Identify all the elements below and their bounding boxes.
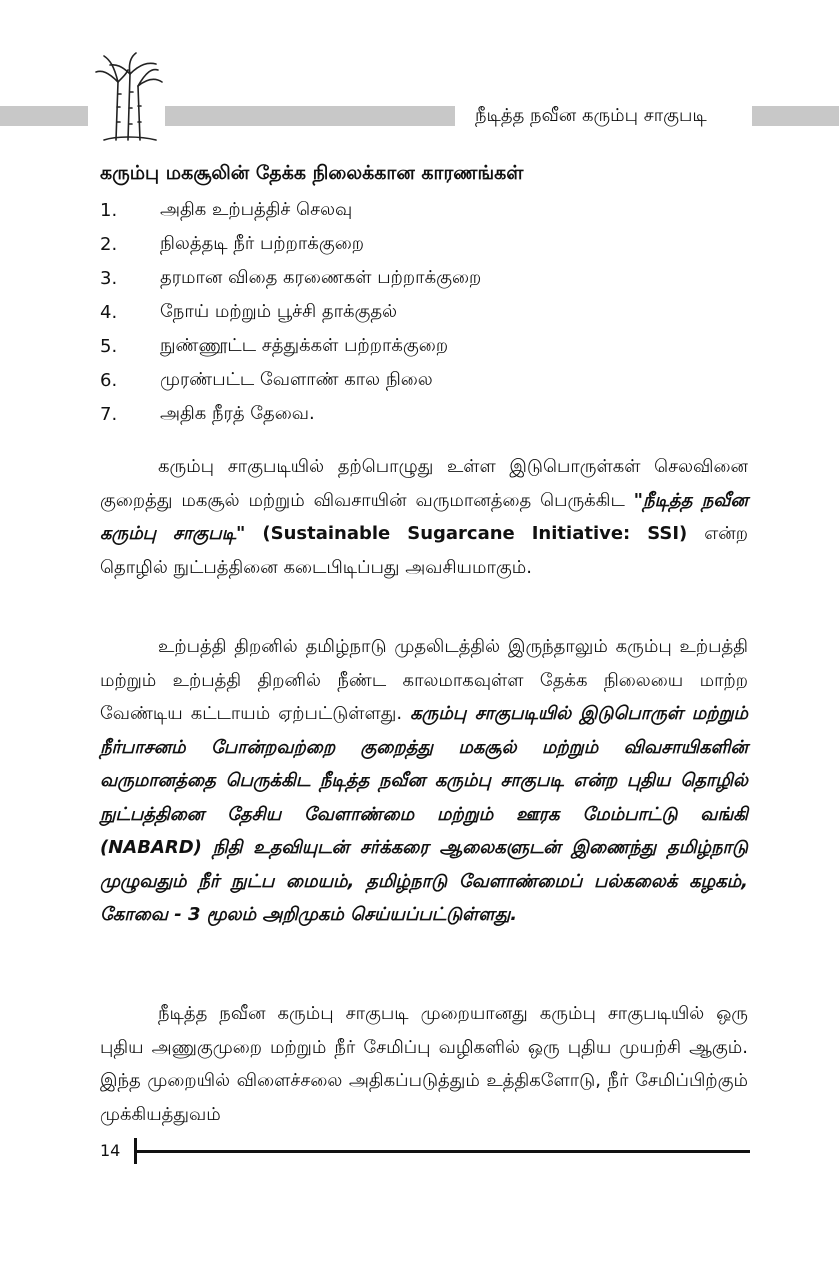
list-item [100, 363, 740, 397]
list-item-text: முரண்பட்ட வேளாண் கால நிலை [160, 368, 433, 390]
paragraph-text: கரும்பு சாகுபடியில் தற்பொழுது உள்ள இடுபொருள்கள் செலவினை குறைத்து மகசூல் மற்றும் விவசாயின் வருமானத்தை பெருக்கிட [100, 456, 748, 511]
paragraph-text: நீடித்த நவீன கரும்பு சாகுபடி முறையானது கரும்பு சாகுபடியில் ஒரு புதிய அணுகுமுறை மற்றும் நீர் சேமிப்பு வழிகளில் ஒரு புதிய முயற்சி ஆகும். இந்த முறையில் விளைச்சலை அதிகப்படுத்தும் உத்திகளோடு, நீர் சேமிப்பிற்கும் முக்கியத்துவம் [100, 1003, 748, 1125]
header-band-middle [165, 106, 455, 126]
list-item-number: 4. [100, 301, 118, 323]
paragraph-method [100, 997, 748, 1131]
list-item-text: நுண்ணூட்ட சத்துக்கள் பற்றாக்குறை [160, 334, 449, 356]
list-item-number: 7. [100, 403, 118, 425]
footer-rule-horizontal [137, 1150, 750, 1153]
list-item [100, 227, 740, 261]
reasons-list [100, 193, 740, 431]
list-item-text: நிலத்தடி நீர் பற்றாக்குறை [160, 232, 364, 254]
header-band-left [0, 106, 88, 126]
list-item [100, 193, 740, 227]
list-item-number: 1. [100, 199, 118, 221]
list-item-number: 6. [100, 369, 118, 391]
list-item-number: 2. [100, 233, 118, 255]
list-item-text: தரமான விதை கரணைகள் பற்றாக்குறை [160, 266, 482, 288]
bold-paragraph-text: கரும்பு சாகுபடியில் இடுபொருள் மற்றும் நீர்பாசனம் போன்றவற்றை குறைத்து மகசூல் மற்றும் விவசாயிகளின் வருமானத்தை பெருக்கிட நீடித்த நவீன கரும்பு சாகுபடி என்ற புதிய தொழில் நுட்பத்தினை தேசிய வேளாண்மை மற்றும் ஊரக மேம்பாட்டு வங்கி (NABARD) நிதி உதவியுடன் சர்க்கரை ஆலைகளுடன் இணைந்து தமிழ்நாடு முழுவதும் நீர் நுட்ப மையம், தமிழ்நாடு வேளாண்மைப் பல்கலைக் கழகம், கோவை - 3 மூலம் அறிமுகம் செய்யப்பட்டுள்ளது. [100, 703, 748, 925]
page-number: 14 [100, 1141, 121, 1160]
list-item [100, 261, 740, 295]
header-band-right [752, 106, 839, 126]
list-item [100, 295, 740, 329]
running-header-title: நீடித்த நவீன கரும்பு சாகுபடி [475, 105, 707, 126]
paragraph-ssi-intro [100, 450, 748, 584]
list-item-text: அதிக நீரத் தேவை. [160, 402, 315, 424]
highlighted-term: "நீடித்த நவீன கரும்பு சாகுபடி" [100, 489, 748, 544]
sugarcane-plant-icon [94, 52, 164, 144]
paragraph-text: என்ற தொழில் நுட்பத்தினை கடைபிடிப்பது அவசியமாகும். [100, 523, 749, 578]
list-item-text: நோய் மற்றும் பூச்சி தாக்குதல் [160, 300, 398, 322]
list-item [100, 329, 740, 363]
list-item-number: 5. [100, 335, 118, 357]
paragraph-background [100, 630, 748, 932]
list-item [100, 397, 740, 431]
list-item-number: 3. [100, 267, 118, 289]
paragraph-text: உற்பத்தி திறனில் தமிழ்நாடு முதலிடத்தில் இருந்தாலும் கரும்பு உற்பத்தி மற்றும் உற்பத்தி திறனில் நீண்ட காலமாகவுள்ள தேக்க நிலையை மாற்ற வேண்டிய கட்டாயம் ஏற்பட்டுள்ளது. [100, 636, 748, 724]
list-item-text: அதிக உற்பத்திச் செலவு [160, 198, 353, 220]
english-term: (Sustainable Sugarcane Initiative: SSI) [245, 523, 705, 544]
section-heading: கரும்பு மகசூலின் தேக்க நிலைக்கான காரணங்கள் [100, 162, 524, 184]
